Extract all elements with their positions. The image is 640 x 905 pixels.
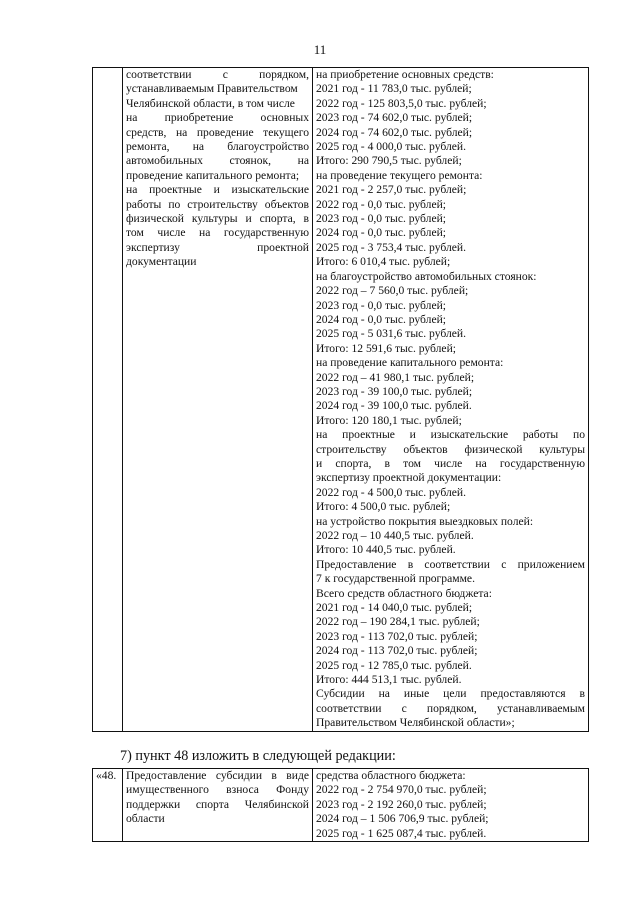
page-number: 11	[313, 42, 327, 57]
text-line: 2025 год - 4 000,0 тыс. рублей.	[316, 140, 466, 154]
funding-details-cell	[313, 769, 589, 842]
table-row	[93, 769, 589, 842]
text-line: 2022 год – 10 440,5 тыс. рублей.	[316, 529, 474, 542]
text-line: автомобильных стоянок, на	[126, 154, 309, 168]
text-line: 2024 год - 74 602,0 тыс. рублей;	[316, 125, 473, 139]
measure-description-cell	[123, 68, 313, 732]
text-line: 2024 год - 0,0 тыс. рублей;	[316, 226, 447, 240]
text-line: Итого: 4 500,0 тыс. рублей;	[316, 500, 451, 514]
table-row	[93, 68, 589, 732]
text-line: 2025 год - 3 753,4 тыс. рублей.	[316, 240, 466, 254]
text-line: 2023 год - 0,0 тыс. рублей;	[316, 298, 447, 312]
text-line: документации	[126, 255, 197, 269]
text-line: соответствии с порядком,	[126, 68, 309, 81]
text-line: 2021 год - 11 783,0 тыс. рублей;	[316, 82, 472, 96]
text-line: Итого: 290 790,5 тыс. рублей;	[316, 154, 462, 168]
text-line: средства областного бюджета:	[316, 769, 466, 782]
text-line: Предоставление субсидии в виде	[126, 769, 309, 782]
text-line: 2022 год - 0,0 тыс. рублей;	[316, 197, 447, 211]
text-line: 2021 год - 14 040,0 тыс. рублей;	[316, 601, 473, 615]
text-line: 2022 год - 2 754 970,0 тыс. рублей;	[316, 783, 487, 797]
text-line: 2023 год - 0,0 тыс. рублей;	[316, 212, 447, 226]
text-line: на устройство покрытия выездковых полей:	[316, 514, 534, 528]
text-line: 2025 год - 12 785,0 тыс. рублей.	[316, 658, 472, 672]
text-line: том числе на государственную	[126, 226, 309, 240]
text-line: на приобретение основных средств:	[316, 68, 494, 81]
text-line: 2022 год – 190 284,1 тыс. рублей;	[316, 615, 480, 629]
text-line: Итого: 6 010,4 тыс. рублей;	[316, 255, 451, 269]
text-line: 2024 год - 0,0 тыс. рублей;	[316, 312, 447, 326]
text-line: экспертизу проектной	[126, 240, 309, 254]
text-line: на проведение капитального ремонта:	[316, 356, 504, 370]
text-line: 2023 год - 2 192 260,0 тыс. рублей;	[316, 797, 487, 811]
text-line: 7 к государственной программе.	[316, 572, 475, 586]
funding-details-cell	[313, 68, 589, 732]
text-line: Итого: 12 591,6 тыс. рублей;	[316, 341, 456, 355]
text-line: 2021 год - 2 257,0 тыс. рублей;	[316, 183, 467, 197]
row-number-cell: «48.	[93, 769, 123, 842]
text-line: экспертизу проектной документации:	[316, 471, 502, 485]
text-line: строительству объектов физической культуры	[316, 442, 585, 456]
text-line: 2022 год – 41 980,1 тыс. рублей;	[316, 370, 475, 384]
text-line: области	[126, 812, 165, 826]
text-line: Правительством Челябинской области»;	[316, 716, 515, 730]
text-line: на проектные и изыскательские работы по	[316, 428, 585, 442]
text-line: имущественного взноса Фонду	[126, 783, 309, 797]
text-line: Всего средств областного бюджета:	[316, 586, 492, 600]
text-line: Субсидии на иные цели предоставляются в	[316, 687, 585, 701]
text-line: 2022 год – 7 560,0 тыс. рублей;	[316, 284, 469, 298]
text-line: работы по строительству объектов	[126, 197, 309, 211]
text-line: 2022 год - 4 500,0 тыс. рублей.	[316, 485, 466, 499]
text-line: 2025 год - 5 031,6 тыс. рублей.	[316, 327, 466, 341]
text-line: 2025 год - 1 625 087,4 тыс. рублей.	[316, 826, 487, 840]
amendment-item-heading: 7) пункт 48 изложить в следующей редакции:	[120, 748, 396, 764]
text-line: 2023 год - 113 702,0 тыс. рублей;	[316, 629, 478, 643]
text-line: Предоставление в соответствии с приложением	[316, 557, 585, 571]
text-line: ремонта, на благоустройство	[126, 140, 309, 154]
measure-description-cell	[123, 769, 313, 842]
text-line: на благоустройство автомобильных стоянок:	[316, 269, 537, 283]
text-line: средств, на проведение текущего	[126, 125, 309, 139]
text-line: 2024 год - 113 702,0 тыс. рублей;	[316, 644, 478, 658]
program-table-continued	[92, 67, 589, 732]
text-line: Итого: 10 440,5 тыс. рублей.	[316, 543, 456, 557]
text-line: устанавливаемым Правительством	[126, 82, 298, 96]
text-line: соответствии с порядком, устанавливаемым	[316, 701, 585, 715]
text-line: на проектные и изыскательские	[126, 183, 309, 197]
row-number-cell	[93, 68, 123, 732]
text-line: и спорта, в том числе на государственную	[316, 456, 585, 470]
item-48-table	[92, 768, 589, 842]
text-line: 2024 год – 1 506 706,9 тыс. рублей;	[316, 812, 489, 826]
text-line: 2024 год - 39 100,0 тыс. рублей.	[316, 399, 472, 413]
text-line: Челябинской области, в том числе	[126, 96, 295, 110]
text-line: на проведение текущего ремонта:	[316, 168, 483, 182]
text-line: 2023 год - 74 602,0 тыс. рублей;	[316, 111, 473, 125]
text-line: Итого: 444 513,1 тыс. рублей.	[316, 673, 462, 687]
text-line: 2023 год - 39 100,0 тыс. рублей;	[316, 384, 473, 398]
text-line: 2022 год - 125 803,5,0 тыс. рублей;	[316, 96, 487, 110]
text-line: проведение капитального ремонта;	[126, 168, 300, 182]
text-line: поддержки спорта Челябинской	[126, 797, 309, 811]
text-line: на приобретение основных	[126, 111, 309, 125]
text-line: Итого: 120 180,1 тыс. рублей;	[316, 413, 462, 427]
text-line: физической культуры и спорта, в	[126, 212, 309, 226]
